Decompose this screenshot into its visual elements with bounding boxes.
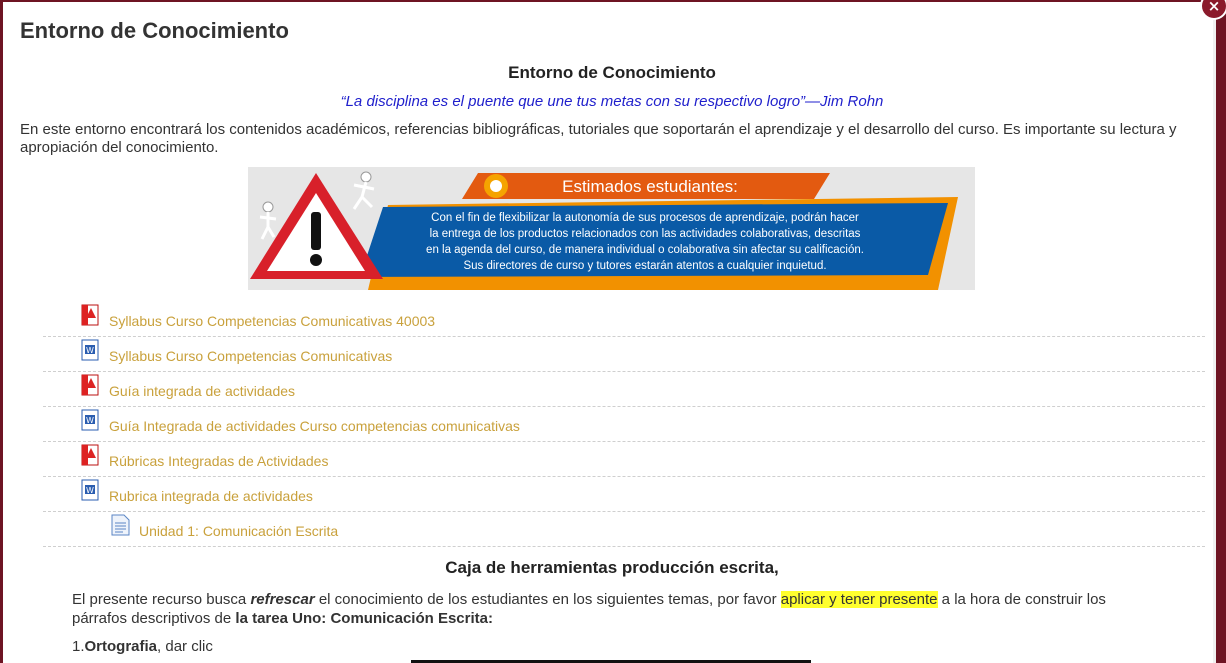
page-icon [111, 514, 131, 536]
svg-text:W: W [86, 346, 94, 355]
svg-text:W: W [86, 486, 94, 495]
toolbox-paragraph [72, 590, 1122, 628]
list-item [43, 512, 1205, 547]
list-item [43, 337, 1205, 372]
banner-line-1: Con el fin de flexibilizar la autonomía de sus procesos de aprendizaje, podrán hacer [431, 212, 859, 224]
para-bold: la tarea Uno: Comunicación Escrita: [235, 610, 493, 627]
resource-link-activity-guide-course[interactable]: Guía Integrada de actividades Curso competencias comunicativas [109, 418, 520, 434]
word-icon [81, 409, 101, 431]
word-icon [81, 479, 101, 501]
resource-link-activity-guide[interactable]: Guía integrada de actividades [109, 383, 296, 399]
para-highlight: aplicar y tener presente [780, 591, 938, 608]
resource-link-syllabus[interactable]: Syllabus Curso Competencias Comunicativas [109, 348, 393, 364]
figure-icon [263, 202, 273, 212]
resource-link-syllabus-40003[interactable]: Syllabus Curso Competencias Comunicativas 40003 [109, 313, 436, 329]
scrollbar[interactable] [1213, 2, 1216, 663]
quote-text: “La disciplina es el puente que une tus metas con su respectivo logro”—Jim Rohn [340, 93, 884, 110]
toolbox-title: Caja de herramientas producción escrita, [445, 558, 779, 577]
para-emphasis: refrescar [250, 591, 315, 608]
resource-link-rubrics[interactable]: Rúbricas Integradas de Actividades [109, 453, 329, 469]
banner-line-3: en la agenda del curso, de manera individual o colaborativa sin afectar su calificación. [426, 244, 864, 256]
item-bold: Ortografia [84, 638, 158, 655]
pdf-icon [81, 374, 101, 396]
para-text-1: El presente recurso busca [72, 591, 251, 608]
banner-line-2: la entrega de los productos relacionados con las actividades colaborativas, descritas [429, 228, 861, 240]
modal-title: Entorno de Conocimiento [20, 18, 289, 43]
banner-line-4: Sus directores de curso y tutores estarán atentos a cualquier inquietud. [463, 260, 827, 272]
resource-link-rubric[interactable]: Rubrica integrada de actividades [109, 488, 313, 504]
orthography-link[interactable]: , dar clic [157, 638, 213, 655]
intro-paragraph: En este entorno encontrará los contenidos académicos, referencias bibliográficas, tutoriales que soportarán el aprendizaje y el desarrollo del curso. Es importante su lectura y apropiación del conocimiento. [20, 121, 1177, 156]
list-item [43, 302, 1205, 337]
pdf-icon [81, 444, 101, 466]
resource-link-unit-1[interactable]: Unidad 1: Comunicación Escrita [139, 523, 339, 539]
resource-list [43, 302, 1205, 547]
item-number: 1. [72, 638, 85, 655]
list-item [43, 407, 1205, 442]
orthography-item [72, 638, 213, 655]
list-item [43, 477, 1205, 512]
para-text-2: el conocimiento de los estudiantes en los siguientes temas, por favor [314, 591, 781, 608]
word-icon [81, 339, 101, 361]
pdf-icon [81, 304, 101, 326]
para-text-3: a la hora de construir los párrafos descriptivos de [72, 591, 1106, 627]
knowledge-environment-modal [3, 2, 1216, 663]
close-button[interactable]: × [1202, 0, 1226, 18]
svg-text:W: W [86, 416, 94, 425]
students-notice-banner [248, 167, 975, 290]
list-item [43, 372, 1205, 407]
list-item [43, 442, 1205, 477]
banner-heading: Estimados estudiantes: [562, 177, 738, 196]
content-heading: Entorno de Conocimiento [508, 63, 716, 82]
